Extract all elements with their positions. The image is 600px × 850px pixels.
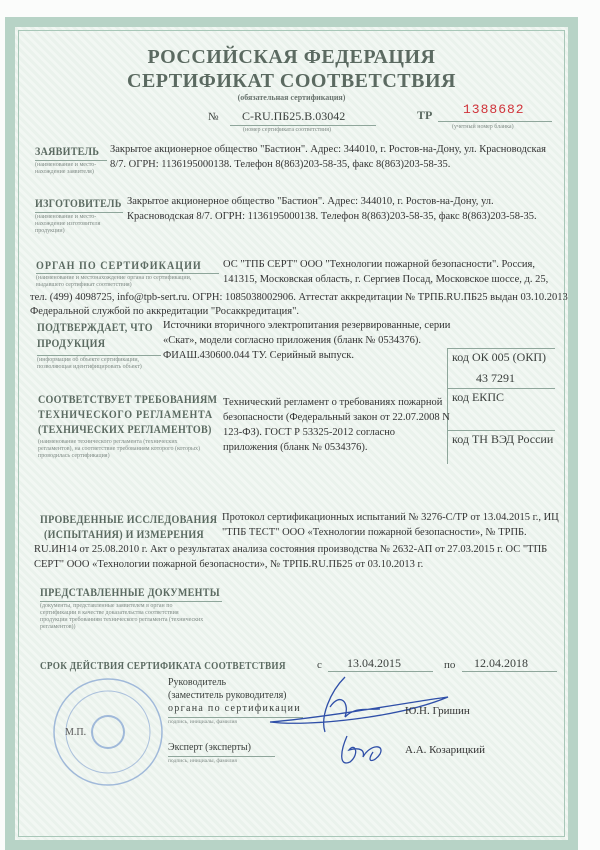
tnved-code-label: код ТН ВЭД России [452,432,554,446]
compliance-label-2: ТЕХНИЧЕСКОГО РЕГЛАМЕНТА [38,407,213,421]
cert-body-line-1: ОС "ТПБ СЕРТ" ООО "Технологии пожарной безопасности". Россия, [223,259,535,270]
stamp-label: М.П. [65,727,87,738]
tests-line-1: Протокол сертификационных испытаний № 3276-С/ТР от 13.04.2015 г., ИЦ [222,512,559,523]
product-label-2: ПРОДУКЦИЯ [37,336,106,350]
applicant-line-1: Закрытое акционерное общество "Бастион". Адрес: 344010, г. Ростов-на-Дону, ул. Красноводская [110,144,546,155]
blank-number: 1388682 [463,102,525,117]
tests-label-2: (ИСПЫТАНИЯ) И ИЗМЕРЕНИЯ [44,527,204,541]
cert-body-caption: (наименование и местонахождение органа по сертификации, выдавшего сертификат соответствия) [36,275,192,288]
manufacturer-line-1: Закрытое акционерное общество "Бастион". Адрес: 344010, г. Ростов-на-Дону, ул. [127,196,494,207]
documents-caption: (документы, представленные заявителем в орган по сертификации в качестве доказательства соответствия продукции требованиям технического регламента (технических регламентов)) [40,603,204,630]
okp-code-value: 43 7291 [476,371,515,385]
product-line-3: ФИАШ.430600.044 ТУ. Серийный выпуск. [163,350,355,361]
applicant-label: ЗАЯВИТЕЛЬ [35,144,100,158]
validity-from-date: 13.04.2015 [347,656,401,670]
ekps-code-label: код ЕКПС [452,390,504,404]
applicant-line-2: 8/7. ОГРН: 1136195000138. Телефон 8(863)203-58-35, факс 8(863)203-58-35. [110,159,451,170]
compliance-caption: (наименование технического регламента (технических регламентов), на соответствие требованиям которого (которых) проводилась сертификация) [38,439,201,459]
blank-number-caption: (учетный номер бланка) [452,124,514,130]
tests-line-4: СЕРТ" ООО «Технологии пожарной безопасности», № ТРПБ.RU.ПБ25 от 03.10.2013 г. [34,559,424,570]
applicant-caption: (наименование и место-нахождение заявителя) [35,162,97,175]
blank-prefix: ТР [417,108,433,122]
compliance-label-3: (ТЕХНИЧЕСКИХ РЕГЛАМЕНТОВ) [38,422,212,436]
head-title-3: органа по сертификации [168,703,301,714]
document-subtitle: (обязательная сертификация) [237,93,346,102]
product-caption: (информация об объекте сертификации, позволяющая идентифицировать объект) [37,357,142,370]
manufacturer-label: ИЗГОТОВИТЕЛЬ [35,196,122,210]
validity-to-prefix: по [444,659,456,671]
documents-label: ПРЕДСТАВЛЕННЫЕ ДОКУМЕНТЫ [40,585,220,599]
okp-code-label: код ОК 005 (ОКП) [452,350,546,364]
tests-line-2: "ТПБ ТЕСТ" ООО «Технологии пожарной безопасности», № ТРПБ. [222,527,527,538]
country-title: РОССИЙСКАЯ ФЕДЕРАЦИЯ [147,46,436,68]
cert-body-line-2: 141315, Московская область, г. Сергиев Посад, Московское шоссе, д. 25, [223,274,549,285]
product-line-1: Источники вторичного электропитания резервированные, серии [163,320,451,331]
expert-signature-icon [335,732,395,770]
manufacturer-caption: (наименование и место-нахождение изготовителя продукции) [35,214,101,234]
manufacturer-line-2: Красноводская 8/7. ОГРН: 1136195000138. Телефон 8(863)203-58-35, факс 8(863)203-58-35. [127,211,537,222]
compliance-line-2: безопасности (Федеральный закон от 22.07.2008 N [223,412,450,423]
head-title-2: (заместитель руководителя) [168,690,287,701]
validity-label: СРОК ДЕЙСТВИЯ СЕРТИФИКАТА СООТВЕТСТВИЯ [40,660,286,672]
expert-name: А.А. Козарицкий [405,744,486,756]
cert-body-line-3: тел. (499) 4098725, info@tpb-sert.ru. ОГРН: 1085038002906. Аттестат аккредитации № ТРПБ.RU.ПБ25 выдан 03.10.2013 [30,292,568,303]
head-signature-caption: подпись, инициалы, фамилия [168,719,237,725]
cert-body-label: ОРГАН ПО СЕРТИФИКАЦИИ [36,258,202,272]
compliance-line-3: 123-ФЗ). ГОСТ Р 53325-2012 согласно [223,427,396,438]
certificate-number: C-RU.ПБ25.B.03042 [242,109,346,123]
validity-to-date: 12.04.2018 [474,656,528,670]
compliance-line-4: приложения (бланк № 0534376). [223,442,368,453]
compliance-label-1: СООТВЕТСТВУЕТ ТРЕБОВАНИЯМ [38,392,218,406]
head-name: Ю.Н. Гришин [405,705,470,717]
product-label-1: ПОДТВЕРЖДАЕТ, ЧТО [37,320,153,334]
head-title-1: Руководитель [168,677,227,688]
compliance-line-1: Технический регламент о требованиях пожарной [223,397,443,408]
tests-label-1: ПРОВЕДЕННЫЕ ИССЛЕДОВАНИЯ [40,512,218,526]
validity-from-prefix: с [317,659,322,671]
tests-line-3: RU.ИН14 от 25.08.2010 г. Акт о результатах анализа состояния производства № 2632-АП от 27.03.2015 г. ОС "ТПБ [34,544,548,555]
document-title: СЕРТИФИКАТ СООТВЕТСТВИЯ [127,70,456,92]
number-prefix: № [208,111,219,123]
product-line-2: «Скат», модели согласно приложения (бланк № 0534376). [163,335,422,346]
expert-title: Эксперт (эксперты) [168,742,251,753]
certificate-number-caption: (номер сертификата соответствия) [243,127,331,133]
expert-signature-caption: подпись, инициалы, фамилия [168,758,237,764]
cert-body-line-4: Федеральной службой по аккредитации "Росаккредитация". [30,306,299,317]
